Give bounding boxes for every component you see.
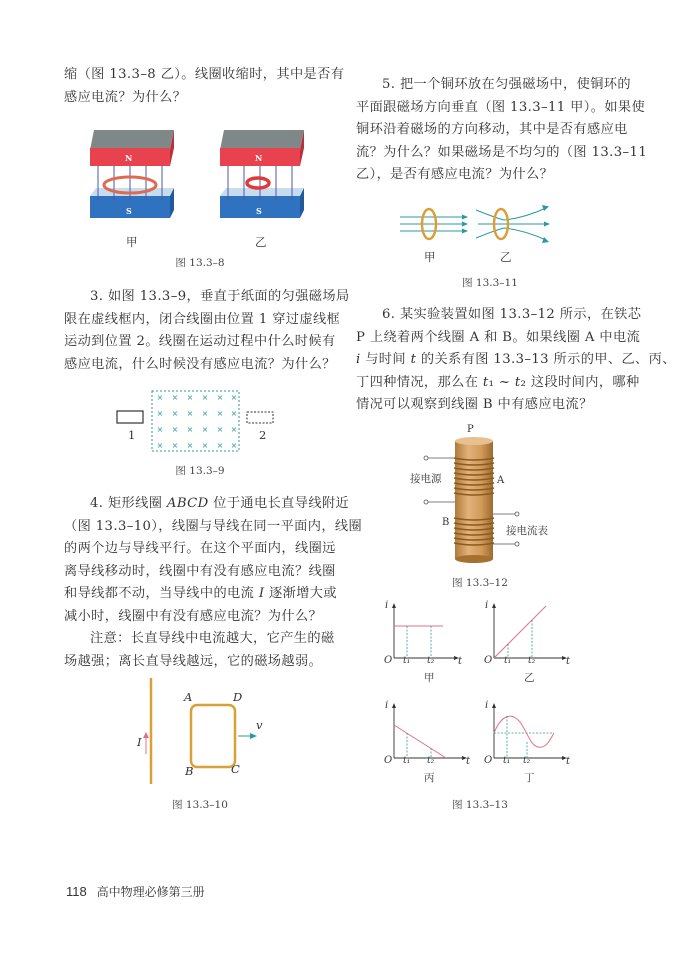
svg-text:×: × [156, 441, 164, 450]
svg-text:×: × [201, 425, 209, 434]
svg-text:×: × [171, 425, 179, 434]
svg-text:×: × [201, 441, 209, 450]
text-line: 平面跟磁场方向垂直（图 13.3–11 甲）。如果使 [356, 99, 646, 115]
text-line: 感应电流，什么时候没有感应电流？为什么？ [64, 356, 336, 372]
text-line: 缩（图 13.3–8 乙）。线圈收缩时，其中是否有 [64, 67, 345, 82]
text-line: 减小时，线圈中有没有感应电流？为什么？ [64, 608, 323, 624]
subfigure-label-yi: 乙 [255, 235, 267, 249]
book-title: 高中物理必修第三册 [96, 885, 205, 899]
iron-core-with-coils-diagram [420, 435, 530, 565]
figure-caption: 图 13.3–8 [175, 257, 225, 269]
text-line: 感应电流？为什么？ [64, 89, 187, 105]
core-label-P: P [467, 424, 474, 435]
origin-label: O [384, 755, 393, 766]
panel-label-yi: 乙 [524, 672, 535, 684]
svg-text:×: × [230, 425, 238, 434]
question-4 [64, 493, 363, 673]
axis-label-i: i [385, 700, 389, 711]
corner-label-A: A [184, 690, 193, 704]
graph-bing-linear-decreasing [380, 700, 470, 765]
subfigure-label-jia: 甲 [126, 235, 138, 249]
page-footer [66, 883, 205, 900]
text-line: 4. 矩形线圈 ABCD 位于通电长直导线附近 [90, 496, 350, 511]
svg-text:×: × [171, 441, 179, 450]
note-line: 场越强；离长直导线越远，它的磁场越弱。 [64, 653, 323, 669]
page-number: 118 [66, 884, 87, 899]
origin-label: O [384, 655, 393, 666]
svg-text:×: × [186, 409, 194, 418]
text-line: 流？为什么？如果磁场是不均匀的（图 13.3–11 [356, 144, 648, 160]
figure-caption: 图 13.3–13 [452, 799, 508, 811]
axis-label-i: i [485, 600, 489, 611]
origin-label: O [484, 755, 493, 766]
axis-label-t: t [566, 756, 571, 767]
text-line: 3. 如图 13.3–9，垂直于纸面的匀强磁场局 [90, 289, 350, 304]
svg-text:×: × [186, 441, 194, 450]
svg-text:×: × [156, 393, 164, 402]
axis-label-t: t [458, 656, 463, 667]
figure-caption: 图 13.3–12 [452, 577, 508, 589]
svg-text:×: × [186, 393, 194, 402]
text-line: 乙），是否有感应电流？为什么？ [356, 167, 554, 182]
axis-label-i: i [485, 700, 489, 711]
subfigure-label-jia: 甲 [424, 250, 436, 264]
magnet-north-label: N [125, 153, 133, 163]
magnet-south-label: S [256, 206, 262, 216]
t1-label: t₁ [504, 656, 512, 666]
t2-label: t₂ [427, 656, 435, 666]
corner-label-D: D [233, 690, 243, 704]
corner-label-B: B [185, 764, 194, 778]
subfigure-label-yi: 乙 [500, 250, 512, 264]
panel-label-bing: 丙 [424, 772, 435, 784]
svg-text:×: × [230, 393, 238, 402]
magnet-north-label: N [255, 153, 263, 163]
text-line: i 与时间 t 的关系有图 13.3–13 所示的甲、乙、丙、 [356, 352, 676, 367]
t2-label: t₂ [523, 756, 531, 766]
wire-and-loop-diagram [130, 676, 270, 786]
svg-text:×: × [201, 393, 209, 402]
axis-label-i: i [385, 600, 389, 611]
text-line: 离导线移动时，线圈中有没有感应电流？线圈 [64, 563, 336, 579]
panel-label-jia: 甲 [424, 672, 435, 684]
t1-label: t₁ [403, 756, 411, 766]
svg-text:×: × [216, 441, 224, 450]
question-2-continuation [64, 64, 345, 109]
text-line: 5. 把一个铜环放在匀强磁场中，使铜环的 [382, 77, 631, 92]
corner-label-C: C [231, 762, 240, 776]
svg-text:×: × [216, 409, 224, 418]
text-line: 运动到位置 2。线圈在运动过程中什么时候有 [64, 334, 336, 349]
svg-text:×: × [216, 425, 224, 434]
panel-label-ding: 丁 [524, 772, 535, 784]
text-line: 铜环沿着磁场的方向移动，其中是否有感应电 [356, 122, 628, 137]
text-line: P 上绕着两个线圈 A 和 B。如果线圈 A 中电流 [356, 329, 641, 345]
text-line: 限在虚线框内，闭合线圈由位置 1 穿过虚线框 [64, 311, 341, 327]
power-supply-label: 接电源 [410, 473, 442, 485]
svg-text:×: × [230, 409, 238, 418]
svg-text:×: × [230, 441, 238, 450]
coil-a-label: A [497, 475, 505, 486]
origin-label: O [484, 655, 493, 666]
ammeter-label: 接电流表 [506, 525, 548, 537]
current-label-I: I [137, 735, 142, 749]
graph-yi-linear-increasing [480, 600, 570, 665]
t2-label: t₂ [427, 756, 435, 766]
t2-label: t₂ [528, 656, 536, 666]
text-line: 的两个边与导线平行。在这个平面内，线圈远 [64, 541, 336, 556]
svg-text:×: × [171, 393, 179, 402]
position-1-label: 1 [128, 428, 136, 442]
figure-caption: 图 13.3–11 [462, 277, 518, 289]
svg-text:×: × [216, 393, 224, 402]
axis-label-t: t [566, 656, 571, 667]
velocity-label-v: v [256, 718, 263, 732]
magnetic-field-region-diagram [110, 388, 290, 458]
svg-text:×: × [186, 425, 194, 434]
magnet-south-label: S [126, 206, 132, 216]
axis-label-t: t [466, 756, 471, 767]
question-3 [64, 286, 350, 376]
figure-caption: 图 13.3–10 [172, 799, 228, 811]
question-5 [356, 74, 648, 187]
magnet-with-small-coil-illustration [218, 128, 306, 228]
text-line: （图 13.3–10），线圈与导线在同一平面内，线圈 [64, 518, 363, 534]
t1-label: t₁ [503, 756, 511, 766]
text-line: 情况可以观察到线圈 B 中有感应电流？ [356, 397, 593, 412]
svg-text:×: × [201, 409, 209, 418]
question-6 [356, 304, 676, 417]
svg-text:×: × [156, 409, 164, 418]
coil-b-label: B [442, 517, 450, 528]
magnet-with-large-coil-illustration [88, 128, 176, 228]
position-2-label: 2 [259, 428, 267, 442]
text-line: 和导线都不动，当导线中的电流 I 逐渐增大或 [64, 586, 337, 601]
figure-caption: 图 13.3–9 [175, 465, 225, 477]
svg-text:×: × [171, 409, 179, 418]
copper-ring-field-diagram [400, 200, 560, 250]
text-line: 6. 某实验装置如图 13.3–12 所示，在铁芯 [382, 307, 642, 322]
t1-label: t₁ [403, 656, 411, 666]
svg-text:×: × [156, 425, 164, 434]
note-line: 注意：长直导线中电流越大，它产生的磁 [90, 631, 335, 646]
text-line: 丁四种情况，那么在 t₁ ~ t₂ 这段时间内，哪种 [356, 374, 640, 390]
